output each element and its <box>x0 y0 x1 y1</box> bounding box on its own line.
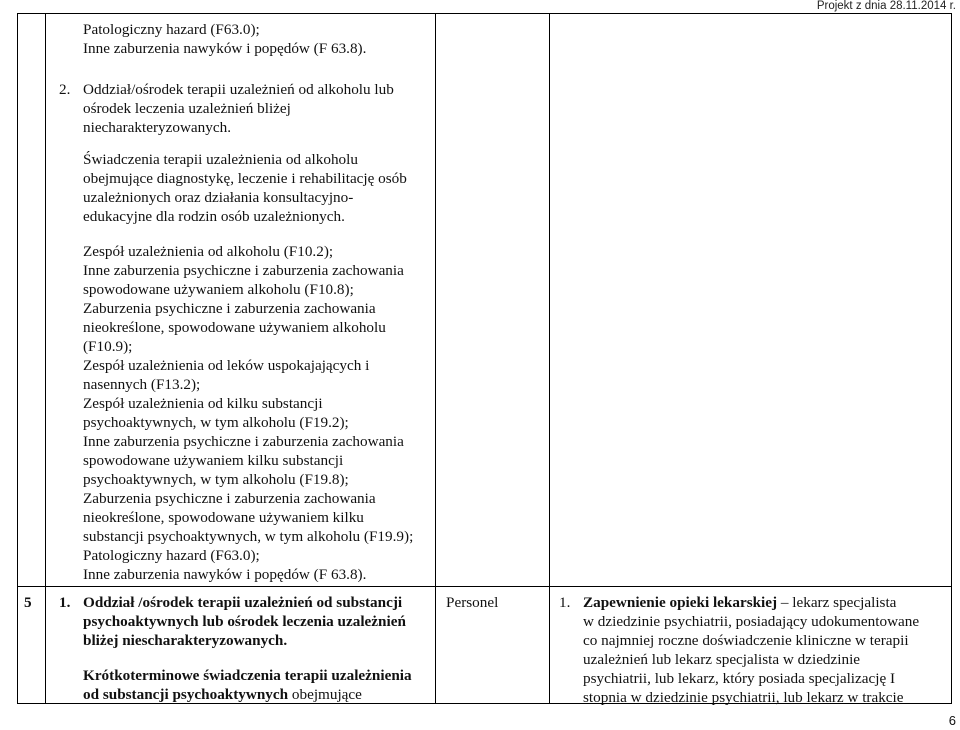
row-number: 5 <box>24 594 32 611</box>
icd-line: Patologiczny hazard (F63.0); <box>83 547 260 564</box>
row5-item-number: 1. <box>59 594 71 611</box>
icd-line: psychoaktywnych, w tym alkoholu (F19.8); <box>83 471 349 488</box>
icd-line: Zaburzenia psychiczne i zaburzenia zachowania <box>83 490 376 507</box>
description-line-3: uzależnionych oraz działania konsultacyjno- <box>83 189 354 206</box>
top-line-1: Patologiczny hazard (F63.0); <box>83 21 260 38</box>
requirement-line: stopnia w dziedzinie psychiatrii, lub lekarz w trakcie <box>583 689 904 706</box>
icd-line: (F10.9); <box>83 338 133 355</box>
requirement-bold: Zapewnienie opieki lekarskiej <box>583 594 778 611</box>
row5-title-1: Oddział /ośrodek terapii uzależnień od substancji <box>83 594 403 611</box>
table-divider-number-col <box>45 13 46 703</box>
row5-desc-line-1: Krótkoterminowe świadczenia terapii uzależnienia <box>83 667 412 684</box>
icd-line: nieokreślone, spowodowane używaniem kilku <box>83 509 364 526</box>
row5-desc-line-2 <box>83 685 362 704</box>
requirement-line: w dziedzinie psychiatrii, posiadający udokumentowane <box>583 613 920 630</box>
icd-line: Zespół uzależnienia od leków uspokajających i <box>83 357 370 374</box>
icd-line: psychoaktywnych, w tym alkoholu (F19.2); <box>83 414 349 431</box>
row-divider <box>17 586 952 587</box>
icd-line: Zespół uzależnienia od kilku substancji <box>83 395 323 412</box>
requirement-line-1 <box>583 593 896 612</box>
description-line-4: edukacyjne dla rodzin osób uzależnionych. <box>83 208 345 225</box>
personnel-label: Personel <box>446 594 499 611</box>
table-divider-requirements-col <box>549 13 550 703</box>
requirement-line: psychiatrii, lub lekarz, który posiada specjalizację I <box>583 670 896 687</box>
description-line-1: Świadczenia terapii uzależnienia od alkoholu <box>83 151 358 168</box>
top-line-2: Inne zaburzenia nawyków i popędów (F 63.8). <box>83 40 367 57</box>
table-right-border <box>951 13 952 703</box>
table-left-border <box>17 13 18 703</box>
table-top-border <box>17 13 952 14</box>
row5-desc-bold: od substancji psychoaktywnych <box>83 686 289 703</box>
row5-desc-rest: obejmujące <box>288 686 362 703</box>
item2-title-2: ośrodek leczenia uzależnień bliżej <box>83 100 291 117</box>
icd-line: nasennych (F13.2); <box>83 376 201 393</box>
table-divider-personnel-col <box>435 13 436 703</box>
icd-line: spowodowane używaniem alkoholu (F10.8); <box>83 281 354 298</box>
requirement-number: 1. <box>559 594 571 611</box>
page-number: 6 <box>948 713 956 728</box>
row5-title-2: psychoaktywnych lub ośrodek leczenia uzależnień <box>83 613 406 630</box>
icd-line: Zespół uzależnienia od alkoholu (F10.2); <box>83 243 334 260</box>
requirement-line: uzależnień lub lekarz specjalista w dziedzinie <box>583 651 861 668</box>
icd-line: spowodowane używaniem kilku substancji <box>83 452 344 469</box>
icd-line: Inne zaburzenia nawyków i popędów (F 63.8). <box>83 566 367 583</box>
icd-line: Zaburzenia psychiczne i zaburzenia zachowania <box>83 300 376 317</box>
icd-line: Inne zaburzenia psychiczne i zaburzenia zachowania <box>83 262 404 279</box>
project-date-header: Projekt z dnia 28.11.2014 r. <box>816 0 956 12</box>
icd-line: nieokreślone, spowodowane używaniem alkoholu <box>83 319 386 336</box>
requirement-rest: – lekarz specjalista <box>777 594 897 611</box>
requirement-line: co najmniej roczne doświadczenie kliniczne w terapii <box>583 632 909 649</box>
icd-line: substancji psychoaktywnych, w tym alkoholu (F19.9); <box>83 528 414 545</box>
item2-number: 2. <box>59 81 71 98</box>
icd-line: Inne zaburzenia psychiczne i zaburzenia zachowania <box>83 433 404 450</box>
description-line-2: obejmujące diagnostykę, leczenie i rehabilitację osób <box>83 170 407 187</box>
row5-title-3: bliżej niescharakteryzowanych. <box>83 632 288 649</box>
item2-title-3: niecharakteryzowanych. <box>83 119 231 136</box>
item2-title-1: Oddział/ośrodek terapii uzależnień od alkoholu lub <box>83 81 394 98</box>
